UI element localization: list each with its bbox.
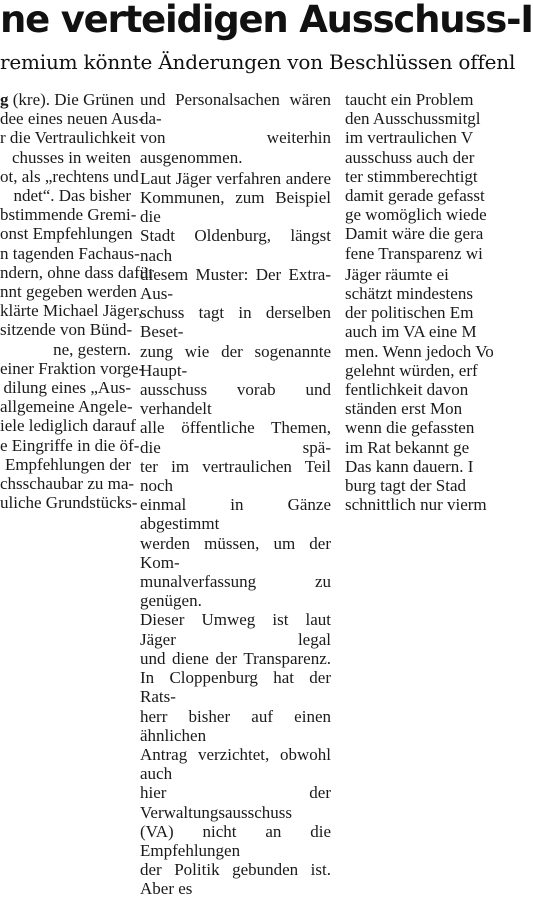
text-line: diesem Muster: Der Extra-Aus- [140, 264, 331, 304]
text-line: ter stimmberechtigt [345, 166, 478, 186]
text-line: uliche Grundstücks- [0, 493, 138, 513]
text-line: und diene der Transparenz. [140, 648, 331, 668]
text-line: ot, als „rechtens und [0, 166, 139, 186]
text-line: chusses in weiten [12, 147, 131, 167]
text-line: schnittlich nur vierm [345, 495, 487, 515]
text-line: ne, gestern. [53, 339, 131, 359]
text-line: iele lediglich darauf [0, 416, 136, 436]
text-line: dilung eines „Aus- [3, 378, 131, 398]
text-line: schuss tagt in derselben Beset- [140, 303, 331, 342]
article-column-1 [0, 90, 154, 513]
text-line: ausschuss auch der [345, 147, 475, 167]
text-line: Dieser Umweg ist laut Jäger legal [140, 610, 331, 649]
text-line: den Ausschussmitgl [345, 109, 481, 129]
text-line: der Politik gebunden ist. Aber es [140, 860, 331, 899]
text-line: auch im VA eine M [345, 322, 477, 342]
text-line: ter im vertraulichen Teil noch [140, 456, 331, 496]
text-line: herr bisher auf einen ähnlichen [140, 706, 331, 745]
text-line: ndet“. Das bisher [13, 186, 131, 206]
text-line: Kommunen, zum Beispiel die [140, 188, 331, 227]
text-line: im vertraulichen V [345, 128, 474, 148]
text-line: e Eingriffe in die öf- [0, 435, 140, 455]
text-line: fene Transparenz wi [345, 243, 483, 263]
text-line: n tagenden Fachaus- [0, 243, 140, 263]
text-line: und Personalsachen wären da- [140, 90, 331, 129]
text-line: ge womöglich wiede [345, 205, 487, 225]
text-line: r die Vertraulichkeit [0, 128, 136, 148]
text-line: In Cloppenburg hat der Rats- [140, 668, 331, 707]
text-line: g (kre). Die Grünen [0, 90, 135, 109]
text-line: Antrag verzichtet, obwohl auch [140, 744, 331, 784]
text-line: Empfehlungen der [4, 454, 131, 474]
text-line: munalverfassung zu genügen. [140, 572, 331, 611]
text-line: chsschaubar zu ma- [0, 474, 135, 494]
text-line: alle öffentliche Themen, die spä- [140, 418, 331, 457]
text-line: Stadt Oldenburg, längst nach [140, 226, 331, 265]
headline: ne verteidigen Ausschuss-I [0, 0, 533, 41]
text-line: der politischen Em [345, 303, 474, 323]
text-line: klärte Michael Jäger, [0, 301, 143, 321]
text-line: (VA) nicht an die Empfehlungen [140, 821, 331, 860]
text-line: werden müssen, um der Kom- [140, 533, 331, 572]
text-line: burg tagt der Stad [345, 476, 467, 496]
article-column-3 [345, 90, 494, 515]
text-line: wenn die gefassten [345, 418, 475, 438]
text-line: ausschuss vorab und verhandelt [140, 380, 331, 419]
text-line: zung wie der sogenannte Haupt- [140, 341, 331, 380]
text-line: dee eines neuen Aus- [0, 109, 144, 129]
article-column-2 [140, 90, 331, 899]
text-line: ndern, ohne dass dafür [0, 262, 154, 282]
text-line: Damit wäre die gera [345, 224, 484, 244]
text-line: bstimmende Gremi- [0, 205, 137, 225]
text-line: allgemeine Angele- [0, 397, 133, 417]
text-line: Das kann dauern. I [345, 456, 474, 476]
text-line: Laut Jäger verfahren andere [140, 168, 331, 188]
text-line: im Rat bekannt ge [345, 437, 470, 457]
subheadline: remium könnte Änderungen von Beschlüssen offenl [0, 50, 516, 74]
text-line: hier der Verwaltungsausschuss [140, 783, 331, 822]
text-line: schätzt mindestens [345, 284, 473, 304]
text-line: sitzende von Bünd- [0, 320, 133, 340]
text-line: einmal in Gänze abgestimmt [140, 495, 331, 534]
text-line: einer Fraktion vorge- [0, 358, 145, 378]
text-line: nnt gegeben werden [0, 282, 137, 302]
text-line: Jäger räumte ei [345, 264, 449, 284]
text-line: onst Empfehlungen [0, 224, 133, 244]
text-line: men. Wenn jedoch Vo [345, 341, 494, 361]
text-line: damit gerade gefasst [345, 186, 485, 206]
text-line: taucht ein Problem [345, 90, 474, 109]
text-line: gelehnt würden, erf [345, 360, 478, 380]
text-line: fentlichkeit davon [345, 380, 469, 400]
text-line: ständen erst Mon [345, 399, 463, 419]
text-line: von weiterhin ausgenommen. [140, 128, 331, 167]
